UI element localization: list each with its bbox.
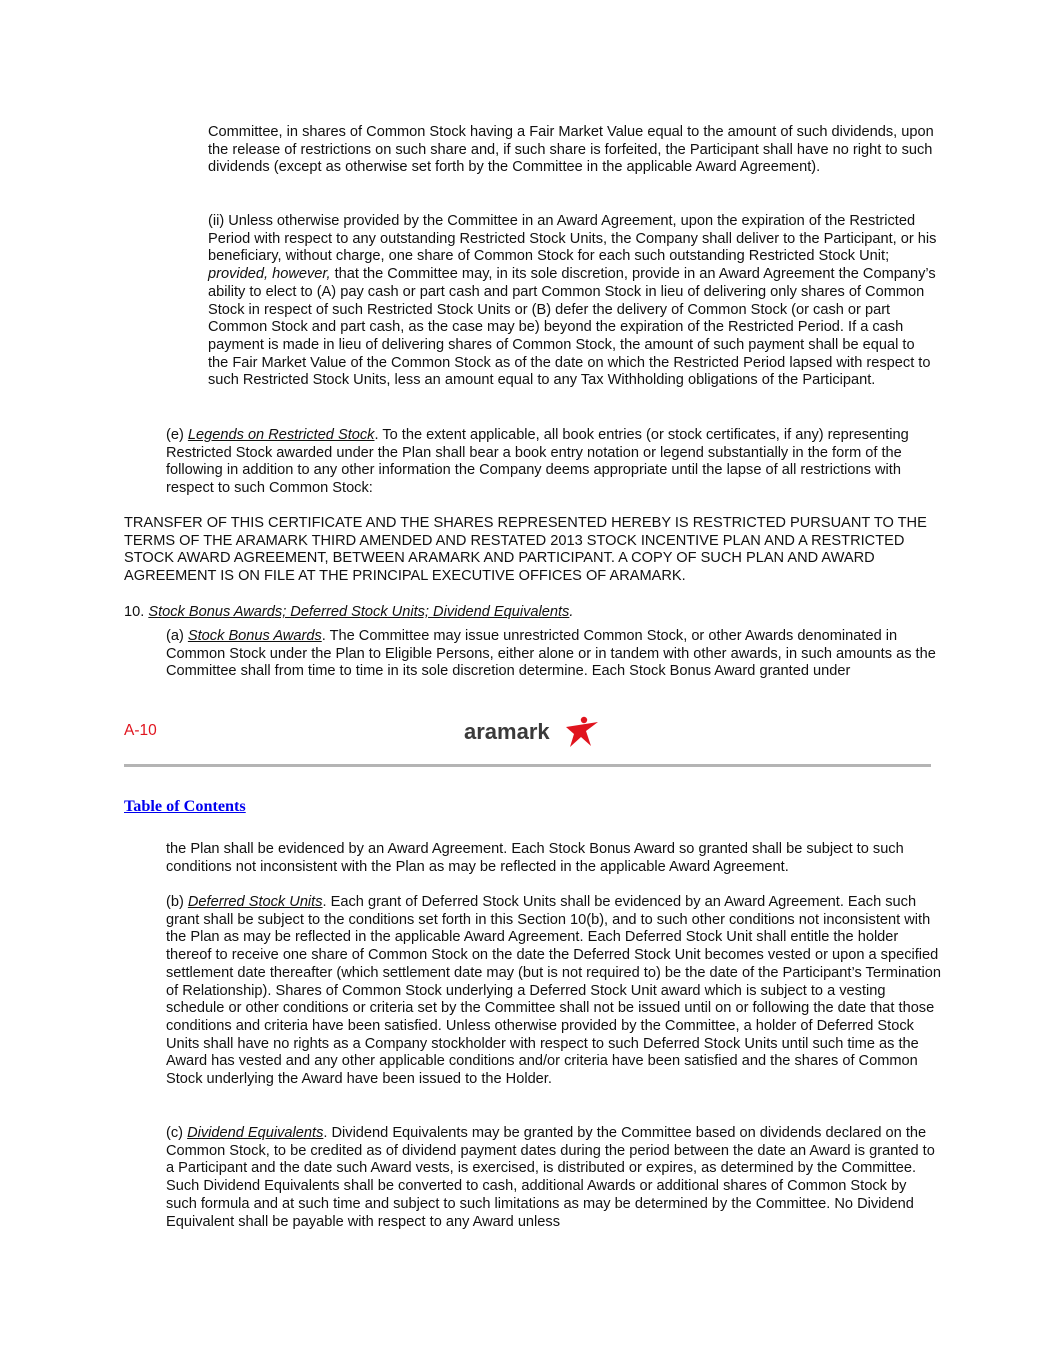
deferred-stock-units-heading: Deferred Stock Units: [187, 894, 323, 910]
paragraph-b-body: . Each grant of Deferred Stock Units shall be evidenced by an Award Agreement. Each such grant shall be subject to the conditions set forth in this Section 10(b), and to such other conditions not inconsistent with the Plan as may be reflected in the applicable Award Agreement. Each Deferred Stock Unit shall entitle the holder thereof to receive one share of Common Stock on the date the Deferred Stock Unit becomes vested or upon a specified settlement date thereafter (which settlement date may (but is not required to) be the date of the Participant’s Termination of Relationship). Shares of Common Stock underlying a Deferred Stock Unit award which is subject to a vesting schedule or other conditions or criteria set by the Committee shall not be issued until on or following the date that those conditions and criteria have been satisfied. Unless otherwise provided by the Committee, a holder of Deferred Stock Units shall have no rights as a Company stockholder with respect to such Deferred Stock Units until such time as the Award has vested and any other applicable conditions and/or criteria have been satisfied and the shares of Common Stock underlying the Award have been issued to the Holder.: [166, 894, 941, 1088]
paragraph-ii-text-end: that the Committee may, in its sole discretion, provide in an Award Agreement the Company’s ability to elect to (A) pay cash or part cash and part Common Stock in lieu of delivering only shares of Common Stock in respect of such Restricted Stock Units or (B) defer the delivery of Common Stock (or cash or part Common Stock and part cash, as the case may be) beyond the expiration of the Restricted Period. If a cash payment is made in lieu of delivering shares of Common Stock, the amount of such payment shall be equal to the Fair Market Value of the Common Stock as of the date on which the Restricted Period lapsed with respect to such Restricted Stock Units, less an amount equal to any Tax Withholding obligations of the Participant.: [208, 266, 936, 389]
table-of-contents-link[interactable]: Table of Contents: [124, 797, 246, 815]
legends-on-restricted-stock-heading: Legends on Restricted Stock: [187, 427, 375, 443]
paragraph-a-stock-bonus-awards: [166, 628, 941, 681]
aramark-logo: [462, 713, 602, 758]
paragraph-stock-bonus-continued: the Plan shall be evidenced by an Award Agreement. Each Stock Bonus Award so granted shall be subject to such conditions not inconsistent with the Plan as may be reflected in the applicable Award Agreement.: [166, 841, 904, 875]
section-10-number: 10.: [124, 604, 149, 620]
paragraph-ii-text-start: (ii) Unless otherwise provided by the Committee in an Award Agreement, upon the expiration of the Restricted Period with respect to any outstanding Restricted Stock Units, the Company shall deliver to the Participant, or his beneficiary, without charge, one share of Common Stock for each such outstanding Restricted Stock Unit;: [208, 213, 937, 265]
aramark-logo-svg: [462, 713, 602, 753]
section-10-heading: [124, 604, 939, 622]
paragraph-b-deferred-stock-units: [166, 894, 941, 1089]
provided-however-italic: provided, however,: [208, 266, 331, 283]
page-number: A-10: [124, 722, 157, 739]
paragraph-ii-rsu-delivery: [208, 213, 938, 390]
paragraph-e-legends: [166, 427, 941, 498]
paragraph-c-label: (c): [166, 1125, 188, 1141]
paragraph-b-label: (b): [166, 894, 188, 910]
paragraph-c-body: . Dividend Equivalents may be granted by the Committee based on dividends declared on the Common Stock, to be credited as of dividend payment dates during the period between the date an Award is granted to a Participant and the date such Award vests, is exercised, is distributed or expires, as determined by the Committee. Such Dividend Equivalents shall be converted to cash, additional Awards or additional shares of Common Stock by such formula and at such time and subject to such limitations as may be determined by the Committee. No Dividend Equivalent shall be payable with respect to any Award unless: [166, 1125, 935, 1230]
stock-bonus-awards-heading: Stock Bonus Awards: [187, 628, 322, 644]
paragraph-a-body: . The Committee may issue unrestricted Common Stock, or other Awards denominated in Common Stock under the Plan to Eligible Persons, either alone or in tandem with other awards, in such amounts as the Committee shall from time to time in its sole discretion determine. Each Stock Bonus Award granted under: [166, 628, 936, 680]
dividend-equivalents-heading: Dividend Equivalents: [187, 1125, 324, 1141]
aramark-logo-wordmark: aramark: [464, 719, 550, 744]
paragraph-dividends-continued: Committee, in shares of Common Stock having a Fair Market Value equal to the amount of such dividends, upon the release of restrictions on such share and, if such share is forfeited, the Participant shall have no right to such dividends (except as otherwise set forth by the Committee in the applicable Award Agreement).: [208, 124, 934, 176]
section-10-title: Stock Bonus Awards; Deferred Stock Units; Dividend Equivalents: [148, 604, 570, 620]
section-10-period: .: [569, 604, 574, 620]
page-divider: [124, 764, 931, 767]
paragraph-c-dividend-equivalents: [166, 1125, 941, 1231]
paragraph-e-label: (e): [166, 427, 188, 443]
paragraph-a-label: (a): [166, 628, 188, 644]
paragraph-e-body: . To the extent applicable, all book entries (or stock certificates, if any) representing Restricted Stock awarded under the Plan shall bear a book entry notation or legend substantially in the form of the following in addition to any other information the Company deems appropriate until the lapse of all restrictions with respect to such Common Stock:: [166, 427, 909, 497]
restriction-legend-text: TRANSFER OF THIS CERTIFICATE AND THE SHARES REPRESENTED HEREBY IS RESTRICTED PURSUANT TO THE TERMS OF THE ARAMARK THIRD AMENDED AND RESTATED 2013 STOCK INCENTIVE PLAN AND A RESTRICTED STOCK AWARD AGREEMENT, BETWEEN ARAMARK AND PARTICIPANT. A COPY OF SUCH PLAN AND AWARD AGREEMENT IS ON FILE AT THE PRINCIPAL EXECUTIVE OFFICES OF ARAMARK.: [124, 515, 927, 585]
aramark-star-person-icon: [566, 717, 598, 747]
